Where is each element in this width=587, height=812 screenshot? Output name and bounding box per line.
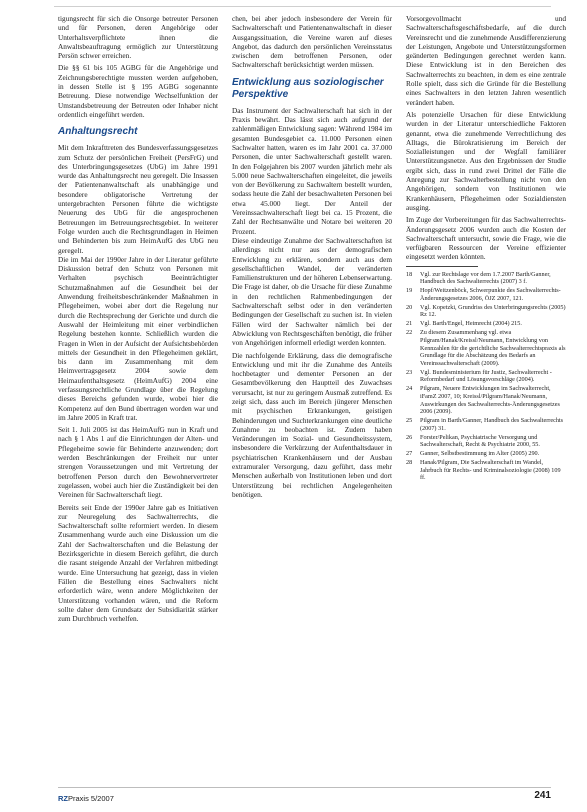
section-heading: Entwicklung aus soziologischer Perspektive [232, 76, 384, 100]
paragraph: Bereits seit Ende der 1990er Jahre gab es Initiativen zur Neuregelung des Sachwalterrechts, die Sachwalterschaft sollte reformiert werden. In diesem Zusammenhang wurde auch eine Diskussion um die Zahl der Sachwalterschaften und die Belastung der Bezirksgerichte in diesem Bereich geführt, die durch die rasant steigende Anzahl der Verfahren mitbedingt wurde. Eine Untersuchung hat gezeigt, dass in vielen Fällen die Bestellung eines Sachwalters nicht erforderlich wäre, wenn andere Möglichkeiten der Unterstützung vorhanden wären, und die Reform sollte daher dem Grundsatz der Subsidiarität stärker zum Durchbruch verhelfen. [58, 502, 218, 624]
column-2 [232, 14, 392, 499]
footnote [406, 417, 566, 432]
footnote-number: 23 [406, 368, 413, 376]
journal-brand: RZ [58, 794, 68, 803]
footnote-text: Vgl. Bundesministerium für Justiz, Sachwalterrecht - Reformbedarf und Lösungsvorschläge (2004). [420, 368, 552, 384]
footnote-text: Hanak/Pilgram, Die Sachwalterschaft im Wandel, Jahrbuch für Rechts- und Kriminalsoziologie (2008) 109 ff. [420, 459, 561, 482]
footnote-text: Vgl. Kopetzki, Grundriss des Unterbringungsrechts (2005) Rz 12. [420, 303, 566, 319]
footnote-text: Zu diesem Zusammenhang vgl. etwa Pilgram/Hanak/Kreissl/Neumann, Entwicklung von Kennzahlen für die gerichtliche Sachwalterrechtspraxis als Grundlage für die Abschätzung des Bedarfs an Vereinssachwalterschaft (2009). [420, 329, 566, 367]
paragraph: Die im Mai der 1990er Jahre in der Literatur geführte Diskussion betraf den Schutz von Personen mit Verhalten psychisch Beeinträchtigter Schutzmaßnahmen auf die Gesundheit bei der Anwendung freiheitsbeschränkender Maßnahmen in Pflegeheimen, wobei aber dort die Regelung nur durch die Rechtsprechung der Gerichte und durch die Auswahl der Heimleitung mit einer verbindlichen Regelung bestehen konnte. Schließlich wurden die Fragen in Wien in der Aufsicht der Aufsichtsbehörden mittels der Gesundheit in den Pflegeheimen geklärt, bis dann im Zusammenhang mit dem Heimvertragsgesetz 2004 sowie dem Heimaufenthaltsgesetz (HeimAufG) 2004 eine verfassungsrechtliche Grundlage über die Regelung dieses Bereichs gefunden wurde, wobei hier die Kompetenz auf den Bund übertragen worden war und im Jahre 2005 in Kraft trat. [58, 254, 218, 422]
column-3 [406, 14, 566, 483]
journal-issue [58, 794, 114, 803]
header-rule [54, 6, 551, 7]
footnote-number: 20 [406, 303, 413, 311]
footnote [406, 450, 566, 458]
paragraph: chen, bei aber jedoch insbesondere der Verein für Sachwalterschaft und Patientenanwaltschaft in dieser Ausgangssituation, die Vereine waren auf dieses Angebot, das dadurch den persönlichen Vereinsstatus zwischen dem betroffenen Personen, oder Sachwalterschaft berücksichtigt werden müssen. [232, 14, 392, 70]
footnote-text: Vgl. zur Rechtslage vor dem 1.7.2007 Barth/Ganner, Handbuch des Sachwalterrechts (2007) 3 f. [420, 270, 551, 286]
footnote-number: 26 [406, 433, 413, 441]
footnote-text: Ganner, Selbstbestimmung im Alter (2005) 290. [420, 450, 540, 458]
footnote [406, 459, 566, 482]
footnote [406, 385, 566, 415]
paragraph: tigungsrecht für sich die Onsorge betreuter Personen und für Personen, deren Angehörige oder Unterhaltsverpflichtete ihnen die Anwaltsbeauftragung ermöglich zur Unterstützung Persön schwer erreichen. [58, 14, 218, 61]
footnote-number: 28 [406, 459, 413, 467]
footnote [406, 287, 566, 302]
footnote-number: 18 [406, 270, 413, 278]
footer-rule [58, 787, 551, 788]
footnote-number: 21 [406, 320, 413, 328]
footnote-text: Pilgram, Neuere Entwicklungen im Sachwalterrecht, iFamZ 2007, 10; Kreissl/Pilgram/Hanak/Neumann, Auswirkungen des Sachwalterrechts-Änderungsgesetzes 2006 (2009). [420, 385, 560, 416]
paragraph: Mit dem Inkrafttreten des Bundesverfassungsgesetzes zum Schutz der persönlichen Freiheit (PersFrG) und des Unterbringungsgesetzes (UbG) im Jahre 1991 wurde das Anhaltungsrecht neu geregelt. Die Insassen der Patientenanwaltschaft als unabhängige und besondere obligatorische Vertretung der untergebrachten Personen führte die wichtigste Neuerung des UbG für die angesprochenen Betreuungen im Betreuungsrechtsgebiet. In weiterer Folge wurden auch die Rechtsgrundlagen in Heimen und Behinderten bis zum HeimAufG des UbG neu geregelt. [58, 143, 218, 255]
footnote [406, 320, 566, 328]
footnote [406, 271, 566, 286]
footnote-text: Pilgram in Barth/Ganner, Handbuch des Sachwalterrechts (2007) 31. [420, 417, 564, 432]
paragraph: Diese eindeutige Zunahme der Sachwalterschaften ist allerdings nicht nur aus der demografischen Entwicklung zu erklären, sondern auch aus dem gesellschaftlichen Wandel, der veränderten Familienstrukturen und der höheren Lebenserwartung. Die Frage ist daher, ob die Ursache für diese Zunahme in den rechtlichen Rahmenbedingungen der Sachwalterschaft selbst oder in den veränderten Bedingungen der Gesellschaft zu suchen ist. In vielen Fällen wird der Sachwalter nämlich bei der Abwicklung von Rechtsgeschäften benötigt, die früher von Angehörigen informell erledigt werden konnten. [232, 235, 392, 348]
footnote [406, 304, 566, 319]
paragraph: Die §§ 61 bis 105 AGBG für die Angehörige und Zeichnungsberechtigte mussten werden aufgehoben, in dessen Stelle ist § 195 AGBG sogenannte Betreuung. Diese notwendige Wechselfunktion der Umstandsbetreuung der Betreuten oder Inhaber nicht ordentlich eingeführt werden. [58, 63, 218, 119]
page-footer [58, 790, 551, 804]
paragraph: Die nachfolgende Erklärung, dass die demografische Entwicklung und mit ihr die Zunahme des Anteils hochbetagter und dementer Personen an der Gesamtbevölkerung den Hauptteil des Zuwachses verursacht, ist nur zu geringem Ausmaß zutreffend. Es zeigt sich, dass auch im Bereich jüngerer Menschen mit psychischen Erkrankungen, geistigen Behinderungen und Suchterkrankungen eine deutliche Zunahme zu beobachten ist. Zudem haben Veränderungen im Sozial- und Gesundheitssystem, insbesondere die Verkürzung der Aufenthaltsdauer in psychiatrischen Krankenhäusern und der Ausbau extramuraler Versorgung, dazu geführt, dass mehr Menschen außerhalb von Institutionen leben und dort Unterstützung bei rechtlichen Angelegenheiten benötigen. [232, 350, 392, 499]
footnote-text: Hopf/Weitzenböck, Schwerpunkte des Sachwalterrechts-Änderungsgesetzes 2006, ÖJZ 2007, 121. [420, 287, 561, 302]
footnote-number: 24 [406, 385, 413, 393]
footnote-number: 27 [406, 450, 413, 458]
paragraph: Vorsorgevollmacht und Sachwalterschaftsgeschäftsbedarfe, auf die durch Vereinsrecht und die zunehmende Ausdifferenzierung der Leistungen, Angebote und Unterstützungsformen geänderten Bedingungen gerechnet werden kann. Diese Entwicklung ist in den Bereichen des Sachwalterrechts zu beachten, in dem es eine zentrale Rolle spielt, dass sich die Gründe für die Bestellung eines Sachwalters in den letzten Jahren wesentlich verändert haben. [406, 14, 566, 107]
paragraph: Im Zuge der Vorbereitungen für das Sachwalterrechts-Änderungsgesetz 2006 wurden auch die Kosten der Sachwalterschaft untersucht, sowie die Frage, wie die verfügbaren Ressourcen der Vereine effizienter eingesetzt werden könnten. [406, 215, 566, 262]
paragraph: Seit 1. Juli 2005 ist das HeimAufG nun in Kraft und nach § 1 Abs 1 auf die Einrichtungen der Alten- und Pflegeheime sowie für Behinderte anzuwenden; dort werden Beschränkungen der Freiheit nur unter strengen Voraussetzungen und mit Vertretung der betroffenen Person durch den Bewohnervertreter zugelassen, wobei auch hier die Zuständigkeit bei den Vereinen für Sachwalterschaft liegt. [58, 425, 218, 500]
footnote [406, 329, 566, 367]
column-1 [58, 14, 218, 623]
footnote-number: 25 [406, 417, 413, 425]
footnote-text: Vgl. Barth/Engel, Heimrecht (2004) 215. [420, 320, 522, 328]
footnotes [406, 271, 566, 482]
page-number: 241 [534, 790, 551, 801]
footnote [406, 434, 566, 449]
footnote-number: 19 [406, 287, 413, 295]
paragraph: Als potenzielle Ursachen für diese Entwicklung wurden in der Literatur unterschiedliche Faktoren genannt, etwa die zunehmende Verrechtlichung des Alltags, die Bürokratisierung im Bereich der Sozialleistungen und der Wegfall familiärer Unterstützungsnetze. Aus den Ergebnissen der Studie ergibt sich, dass in rund zwei Drittel der Fälle die Anregung zur Sachwalterbestellung nicht von den Angehörigen, sondern von Institutionen wie Krankenhäusern, Pflegeheimen oder Sozialdiensten ausging. [406, 109, 566, 212]
footnote-text: Forster/Pelikan, Psychiatrische Versorgung und Sachwalterschaft, Recht & Psychiatrie 2000, 55. [420, 433, 540, 449]
footnote-number: 22 [406, 329, 413, 337]
footnote [406, 369, 566, 384]
paragraph: Das Instrument der Sachwalterschaft hat sich in der Praxis bewährt. Das lässt sich auch aufgrund der zahlenmäßigen Entwicklung sagen: Während 1984 im gesamten Bundesgebiet ca. 11.000 Personen einen Sachwalter hatten, waren es im Jahr 2001 ca. 37.000 Personen, die unter Sachwalterschaft gestellt waren. In den Folgejahren bis 2007 wurden jährlich mehr als 5.000 neue Sachwalterschaften eingeleitet, die jeweils von der Bevölkerung zu Sachwaltern bestellt wurden, sodass heute die Zahl der besachwalteten Personen bei etwa 45.000 liegt. Der Anteil der Vereinssachwalterschaft liegt bei ca. 15 Prozent, die Zahl der Rechtsanwälte und Notare bei weiteren 20 Prozent. [232, 105, 392, 236]
journal-issue-text: Praxis 5/2007 [68, 794, 114, 803]
footnote-separator [406, 266, 478, 267]
section-heading: Anhaltungsrecht [58, 126, 138, 138]
